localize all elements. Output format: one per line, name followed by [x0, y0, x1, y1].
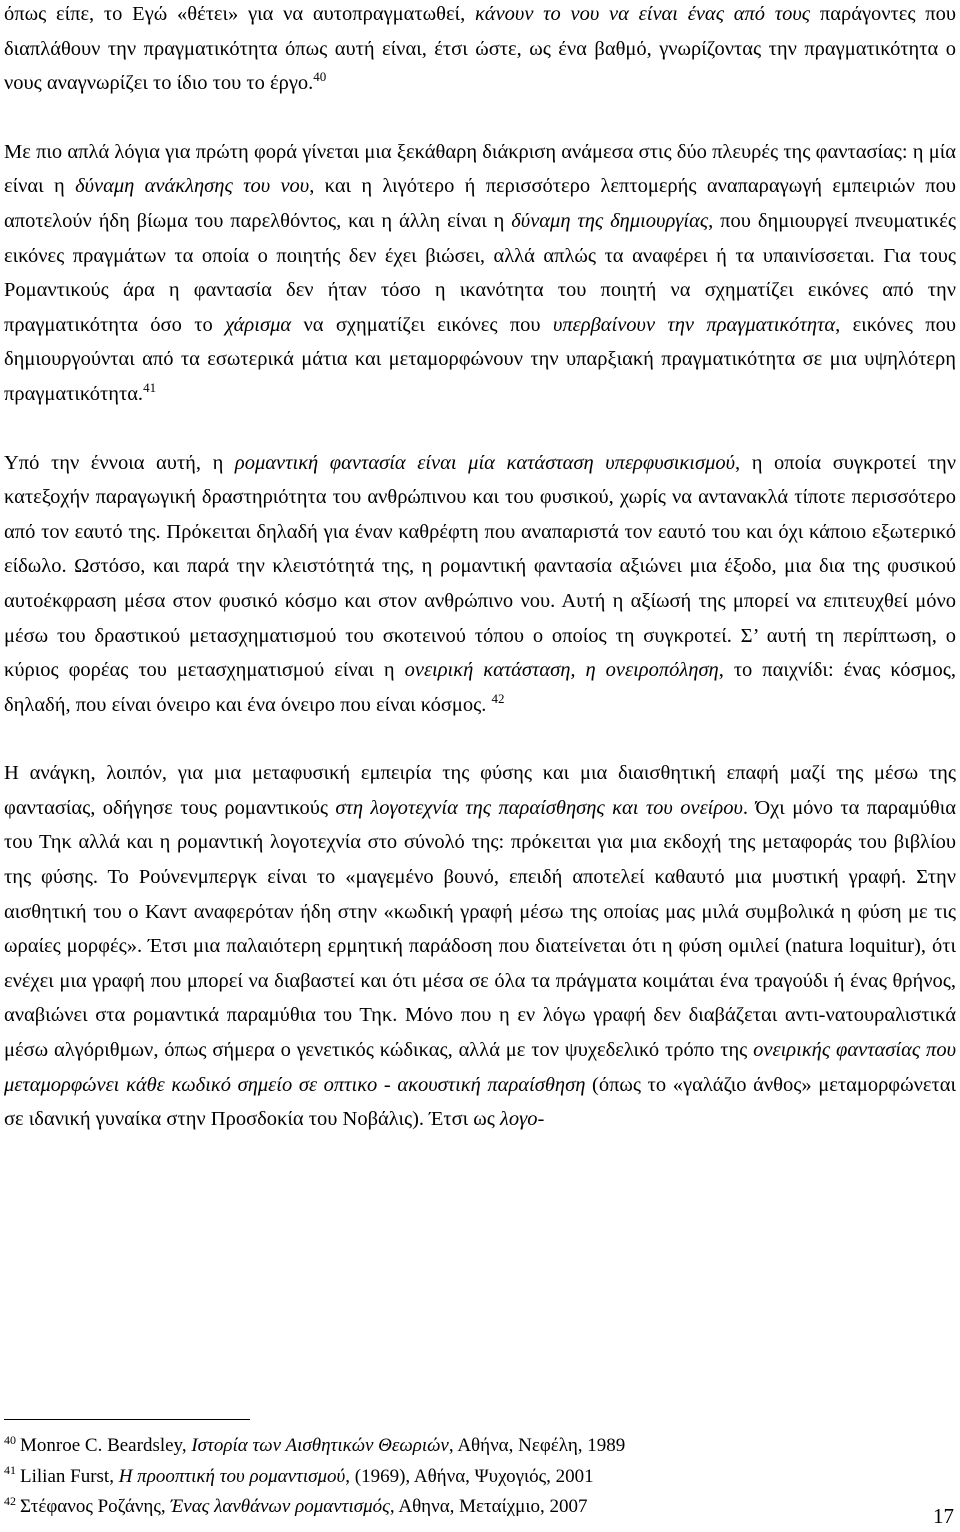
- footnote-42: [4, 1492, 944, 1523]
- italic-text: δύναμη της δημιουργίας: [511, 209, 709, 232]
- italic-text: Ιστορία των Αισθητικών Θεωριών: [191, 1435, 449, 1456]
- italic-text: ονειρικής φαντασίας που μεταμορφώνει κάθε κωδικό σημείο σε οπτικο - ακουστική παραίσθηση: [4, 1039, 956, 1096]
- text-run: , το παιχνίδι: ένας κόσμος, δηλαδή, που είναι όνειρο και ένα όνειρο που είναι κόσμος.: [4, 659, 956, 716]
- paragraph-1: [4, 0, 956, 101]
- footnote-number: 42: [4, 1493, 16, 1508]
- text-run: , εικόνες που δημιουργούνται από τα εσωτερικά μάτια και μεταμορφώνουν την υπαρξιακή πραγματικότητα σε μια υψηλότερη πραγματικότητα.: [4, 313, 956, 405]
- text-run: . Όχι μόνο τα παραμύθια του Τηκ αλλά και η ρομαντική λογοτεχνία στο σύνολό της: πρόκειται για μια εκδοχή της μεταφοράς του βιβλίου της φύσης. Το Ρούνενμπεργκ είναι το «μαγεμένο βουνό, επειδή αποτελεί καθαυτό μια μυστική γραφή. Στην αισθητική του ο Καντ αναφερόταν ήδη στην «κωδική γραφή μέσω της οποίας μας μιλά συμβολικά η φύση με τις ωραίες μορφές». Έτσι μια παλαιότερη ερμητική παράδοση που διατείνεται ότι η φύση ομιλεί (natura loquitur), ότι ενέχει μια γραφή που μπορεί να διαβαστεί και ότι μέσα σε όλα τα πράγματα κοιμάται ένα τραγούδι ή ένας θρήνος, αναβιώνει στα ρομαντικά παραμύθια του Τηκ. Μόνο που η εν λόγω γραφή δεν διαβάζεται αντι-νατουραλιστικά μέσω αλγόριθμων, όπως σήμερα ο γενετικός κώδικας, αλλά με τον ψυχεδελικό τρόπο της: [4, 796, 956, 1062]
- text-run: (όπως το «γαλάζιο άνθος» μεταμορφώνεται σε ιδανική γυναίκα στην Προσδοκία του Νοβάλις). Έτσι ως: [4, 1073, 956, 1131]
- italic-text: χάρισμα: [225, 313, 292, 336]
- text-run: παράγοντες που διαπλάθουν την πραγματικότητα όπως αυτή είναι, έτσι ώστε, ως ένα βαθμό, γνωρίζοντας την πραγματικότητα ο νους αναγνωρίζει το ίδιο του το έργο.: [4, 3, 956, 95]
- text-run: , (1969), Αθήνα, Ψυχογιός, 2001: [345, 1465, 594, 1487]
- italic-text: Η προοπτική του ρομαντισμού: [118, 1465, 346, 1487]
- italic-text: Ένας λανθάνων ρομαντισμός: [170, 1496, 390, 1517]
- footnote-reference: 41: [143, 380, 157, 396]
- paragraph-2: [4, 135, 956, 412]
- footnote-separator: [4, 1419, 250, 1420]
- text-run: , Αθηνα, Μεταίχμιο, 2007: [389, 1496, 588, 1517]
- italic-text: δύναμη ανάκλησης του νου: [75, 175, 310, 198]
- text-run: Lilian Furst,: [20, 1465, 119, 1487]
- italic-text: κάνουν το νου να είναι ένας από τους: [474, 3, 811, 25]
- text-run: , και η λιγότερο ή περισσότερο λεπτομερής αναπαραγωγή εμπειριών που αποτελούν ήδη βίωμα του παρελθόντος, και η άλλη είναι η: [4, 175, 956, 232]
- footnote-text: [20, 1466, 594, 1487]
- footnote-41: [4, 1462, 944, 1493]
- text-run: Η ανάγκη, λοιπόν, για μια μεταφυσική εμπειρία της φύσης και μια διαισθητική επαφή μαζί της μέσω της φαντασίας, οδήγησε τους ρομαντικούς: [4, 762, 956, 819]
- paragraph-3: [4, 446, 956, 723]
- text-run: , Αθήνα, Νεφέλη, 1989: [448, 1435, 626, 1456]
- text-run: , η οποία συγκροτεί την κατεξοχήν παραγωγική δραστηριότητα του ανθρώπινου και του φυσικού, χωρίς να αντανακλά τίποτε περισσότερο από τον εαυτό της. Πρόκειται δηλαδή για έναν καθρέφτη που αναπαριστά τον εαυτό του και όχι κάποιο εξωτερικό είδωλο. Ωστόσο, και παρά την κλειστότητά της, η ρομαντική φαντασία αξιώνει μια έξοδο, μια δια της φυσικού αυτοέκφραση μέσα στον φυσικό κόσμο και στον ανθρώπινο νου. Αυτή η αξίωσή της μπορεί να επιτευχθεί μόνο μέσω του δραστικού μετασχηματισμού του σκοτεινού τόπου ο οποίος τη συγκροτεί. Σ’ αυτή τη περίπτωση, ο κύριος φορέας του μετασχηματισμού είναι η: [4, 451, 956, 682]
- page-number: 17: [933, 1504, 954, 1528]
- italic-text: υπερβαίνουν την πραγματικότητα: [552, 313, 836, 336]
- text-run: Στέφανος Ροζάνης,: [20, 1496, 171, 1517]
- italic-text: λογο-: [500, 1108, 545, 1131]
- text-run: Υπό την έννοια αυτή, η: [4, 451, 235, 474]
- footnote-number: 40: [4, 1432, 16, 1447]
- italic-text: στη λογοτεχνία της παραίσθησης και του ονείρου: [335, 796, 743, 819]
- footnote-text: [20, 1496, 587, 1517]
- text-run: όπως είπε, το Εγώ «θέτει» για να αυτοπραγματωθεί,: [4, 3, 475, 25]
- footnotes: [4, 1431, 944, 1523]
- text-run: Monroe C. Beardsley,: [20, 1435, 192, 1456]
- footnote-text: [20, 1435, 625, 1456]
- italic-text: ονειρική κατάσταση, η ονειροπόληση: [404, 659, 719, 682]
- document-body: [4, 0, 956, 1137]
- italic-text: ρομαντική φαντασία είναι μία κατάσταση υπερφυσικισμού: [234, 451, 736, 474]
- footnote-reference: 42: [491, 690, 505, 706]
- text-run: , που δημιουργεί πνευματικές εικόνες πραγμάτων τα οποία ο ποιητής δεν έχει βιώσει, αλλά απλώς τα αναφέρει ή τα υπαινίσσεται. Για τους Ρομαντικούς άρα η φαντασία δεν ήταν τόσο η ικανότητα του ποιητή να σχηματίζει εικόνες από την πραγματικότητα όσο το: [4, 209, 956, 336]
- text-run: να σχηματίζει εικόνες που: [291, 313, 553, 336]
- paragraph-4: [4, 756, 956, 1137]
- footnote-reference: 40: [313, 69, 327, 85]
- text-run: Με πιο απλά λόγια για πρώτη φορά γίνεται μια ξεκάθαρη διάκριση ανάμεσα στις δύο πλευρές της φαντασίας: η μία είναι η: [4, 140, 956, 198]
- footnote-40: [4, 1431, 944, 1462]
- footnote-number: 41: [4, 1463, 16, 1478]
